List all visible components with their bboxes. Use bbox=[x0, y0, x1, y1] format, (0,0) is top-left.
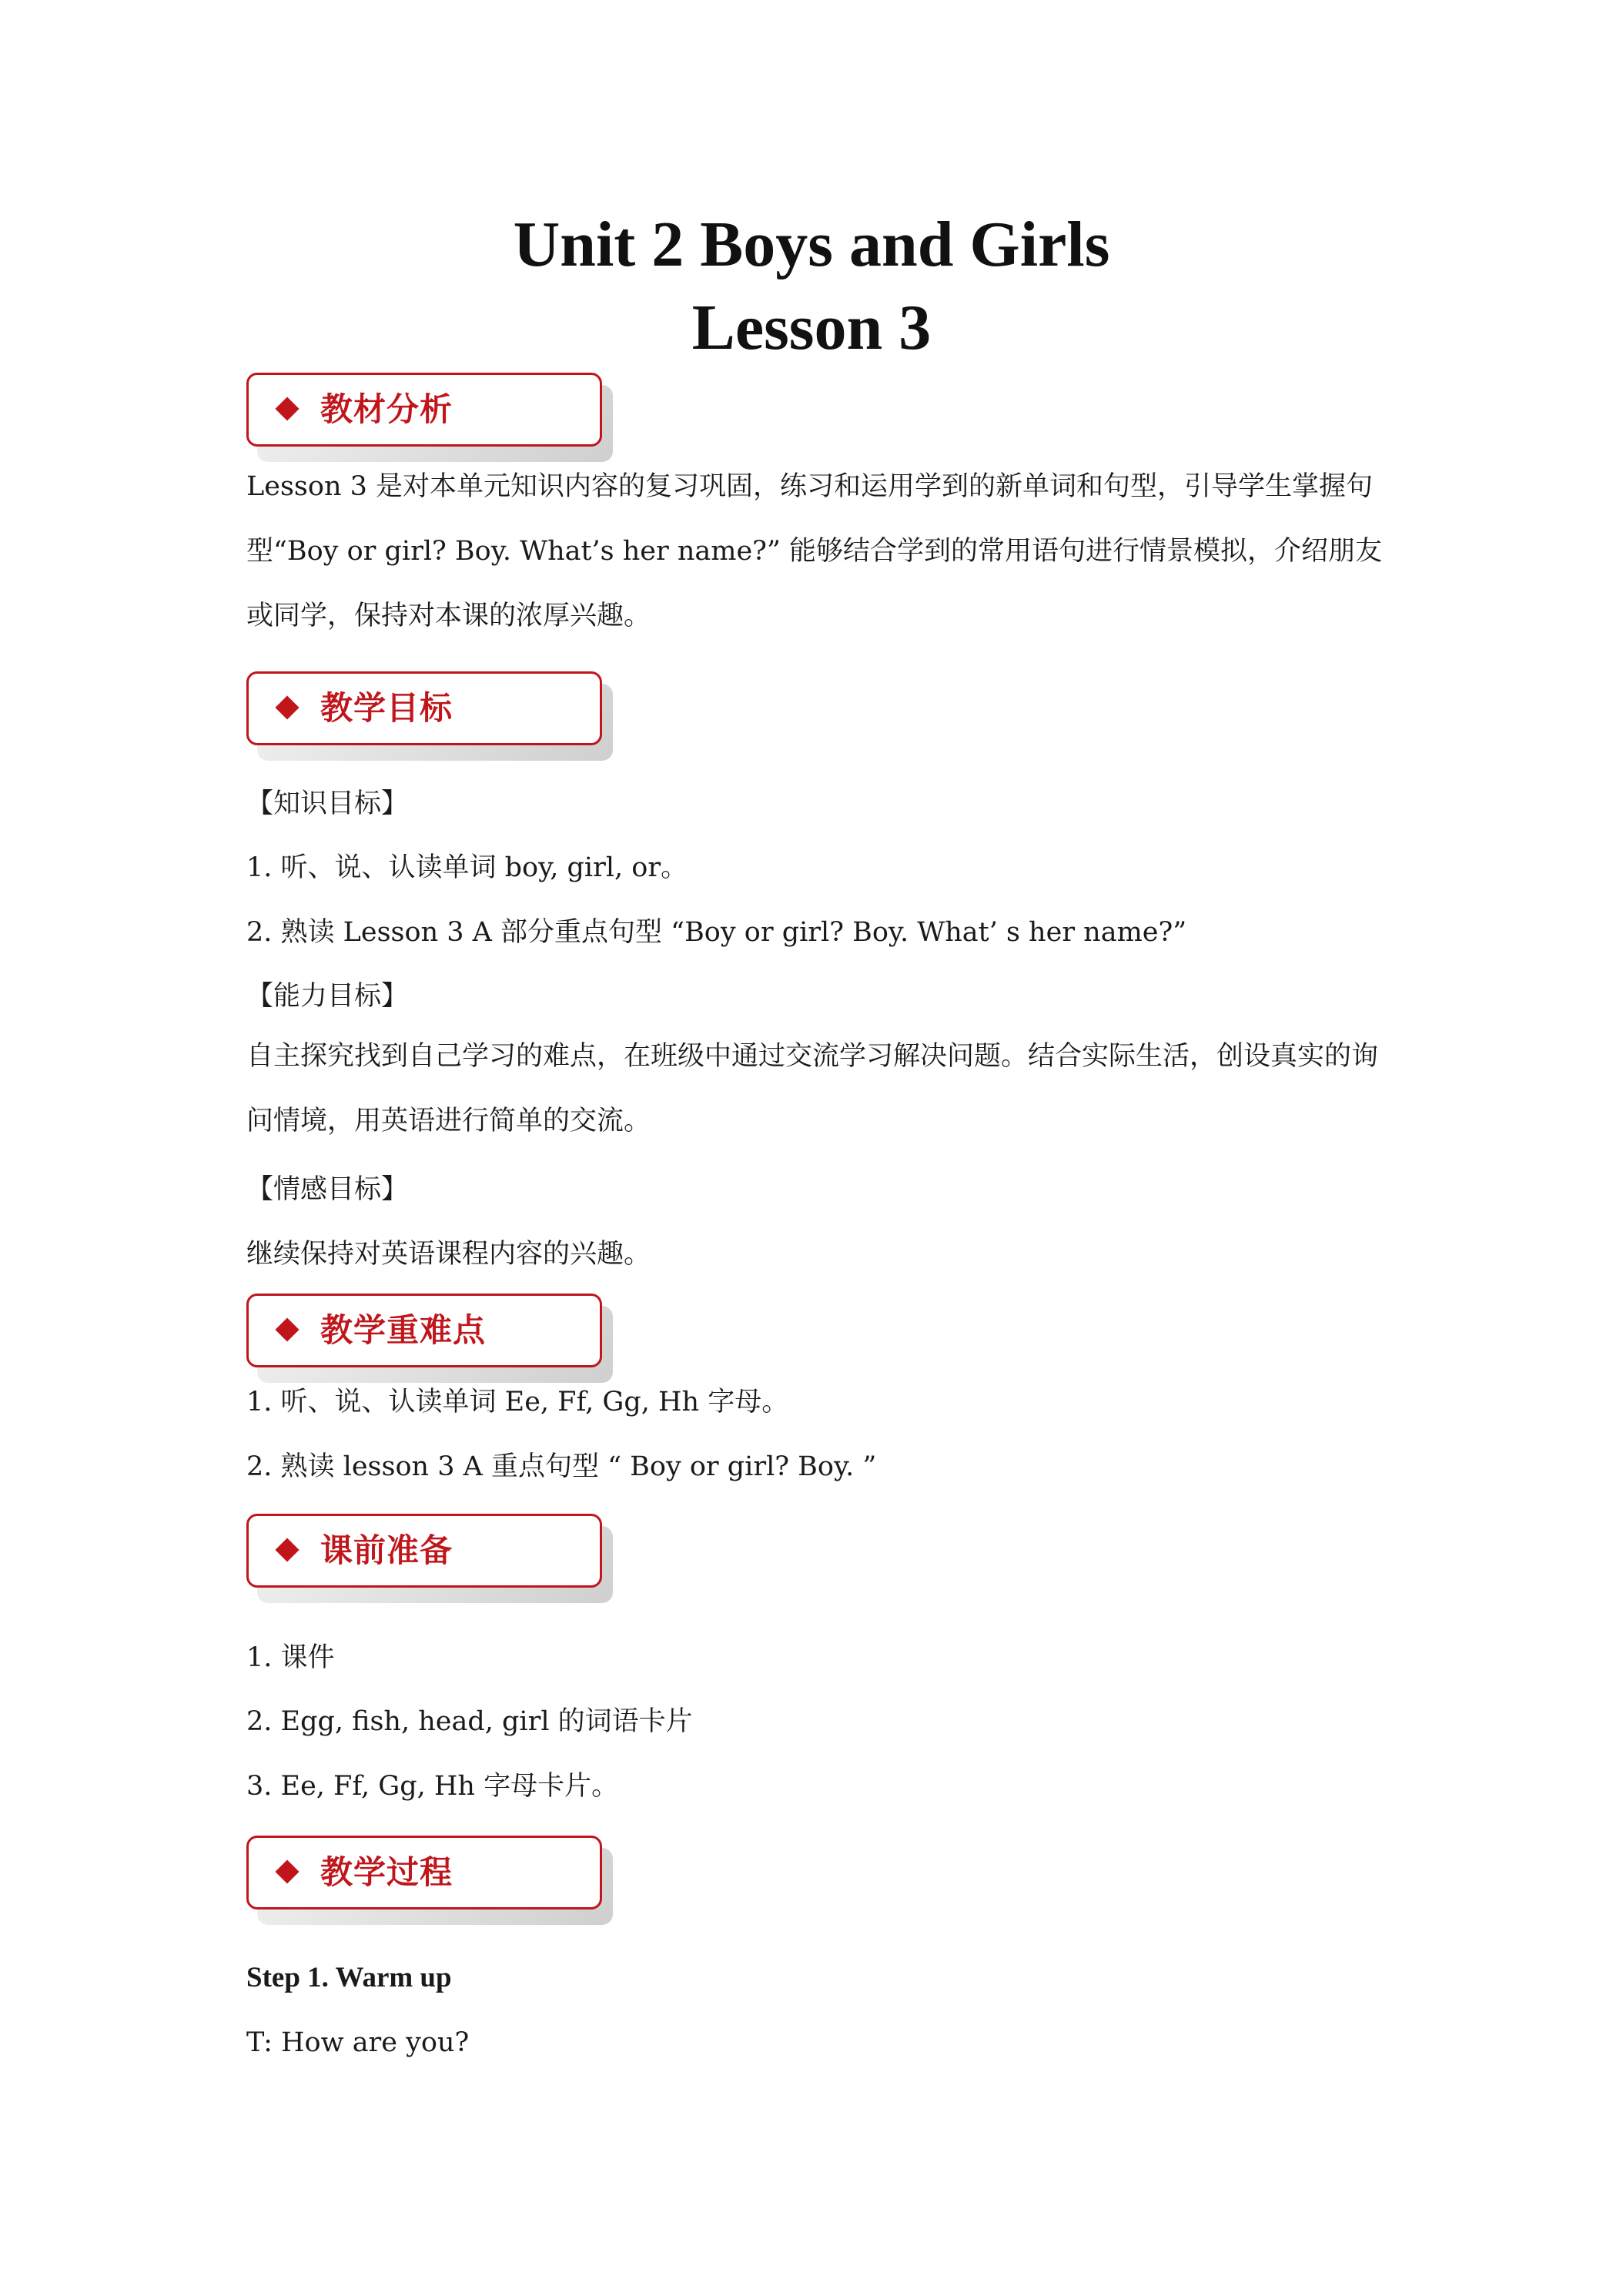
section-heading-label: 教学过程 bbox=[320, 1853, 453, 1891]
section-heading-analysis bbox=[246, 373, 605, 450]
step-title: Step 1. Warm up bbox=[246, 1962, 452, 1993]
section-heading-preparation bbox=[246, 1514, 605, 1591]
document-title: Unit 2 Boys and Girls bbox=[513, 209, 1110, 280]
preparation-item: 1. 课件 bbox=[246, 1642, 335, 1673]
preparation-item: 3. Ee, Ff, Gg, Hh 字母卡片。 bbox=[246, 1771, 619, 1802]
section-heading-goals bbox=[246, 671, 605, 748]
analysis-paragraph: Lesson 3 是对本单元知识内容的复习巩固，练习和运用学到的新单词和句型，引导学生掌握句型“Boy or girl? Boy. What’s her name?” 能够结合学到的常用语句进行情景模拟，介绍朋友或同学，保持对本课的浓厚兴趣。 bbox=[246, 471, 1382, 631]
section-heading-key-points bbox=[246, 1294, 605, 1371]
step-dialogue-line: T: How are you? bbox=[246, 2027, 470, 2058]
section-heading-label: 教学目标 bbox=[320, 689, 453, 727]
knowledge-goals-label: 【知识目标】 bbox=[246, 788, 409, 819]
lesson-subtitle: Lesson 3 bbox=[691, 292, 932, 363]
key-point-item: 2. 熟读 lesson 3 A 重点句型 “ Boy or girl? Boy. ” bbox=[246, 1451, 877, 1482]
section-heading-label: 教学重难点 bbox=[320, 1311, 487, 1349]
section-heading-label: 教材分析 bbox=[320, 390, 453, 428]
knowledge-goal-item: 1. 听、说、认读单词 boy, girl, or。 bbox=[246, 852, 688, 883]
section-heading-process bbox=[246, 1836, 605, 1913]
emotion-goals-text: 继续保持对英语课程内容的兴趣。 bbox=[246, 1239, 651, 1270]
ability-goals-text: 自主探究找到自己学习的难点，在班级中通过交流学习解决问题。结合实际生活，创设真实的询问情境，用英语进行简单的交流。 bbox=[246, 1041, 1379, 1136]
knowledge-goal-item: 2. 熟读 Lesson 3 A 部分重点句型 “Boy or girl? Boy. What’ s her name?” bbox=[246, 917, 1187, 948]
key-point-item: 1. 听、说、认读单词 Ee, Ff, Gg, Hh 字母。 bbox=[246, 1387, 789, 1417]
preparation-item: 2. Egg, fish, head, girl 的词语卡片 bbox=[246, 1706, 693, 1737]
emotion-goals-label: 【情感目标】 bbox=[246, 1174, 409, 1205]
ability-goals-label: 【能力目标】 bbox=[246, 981, 409, 1012]
section-heading-label: 课前准备 bbox=[320, 1531, 453, 1569]
